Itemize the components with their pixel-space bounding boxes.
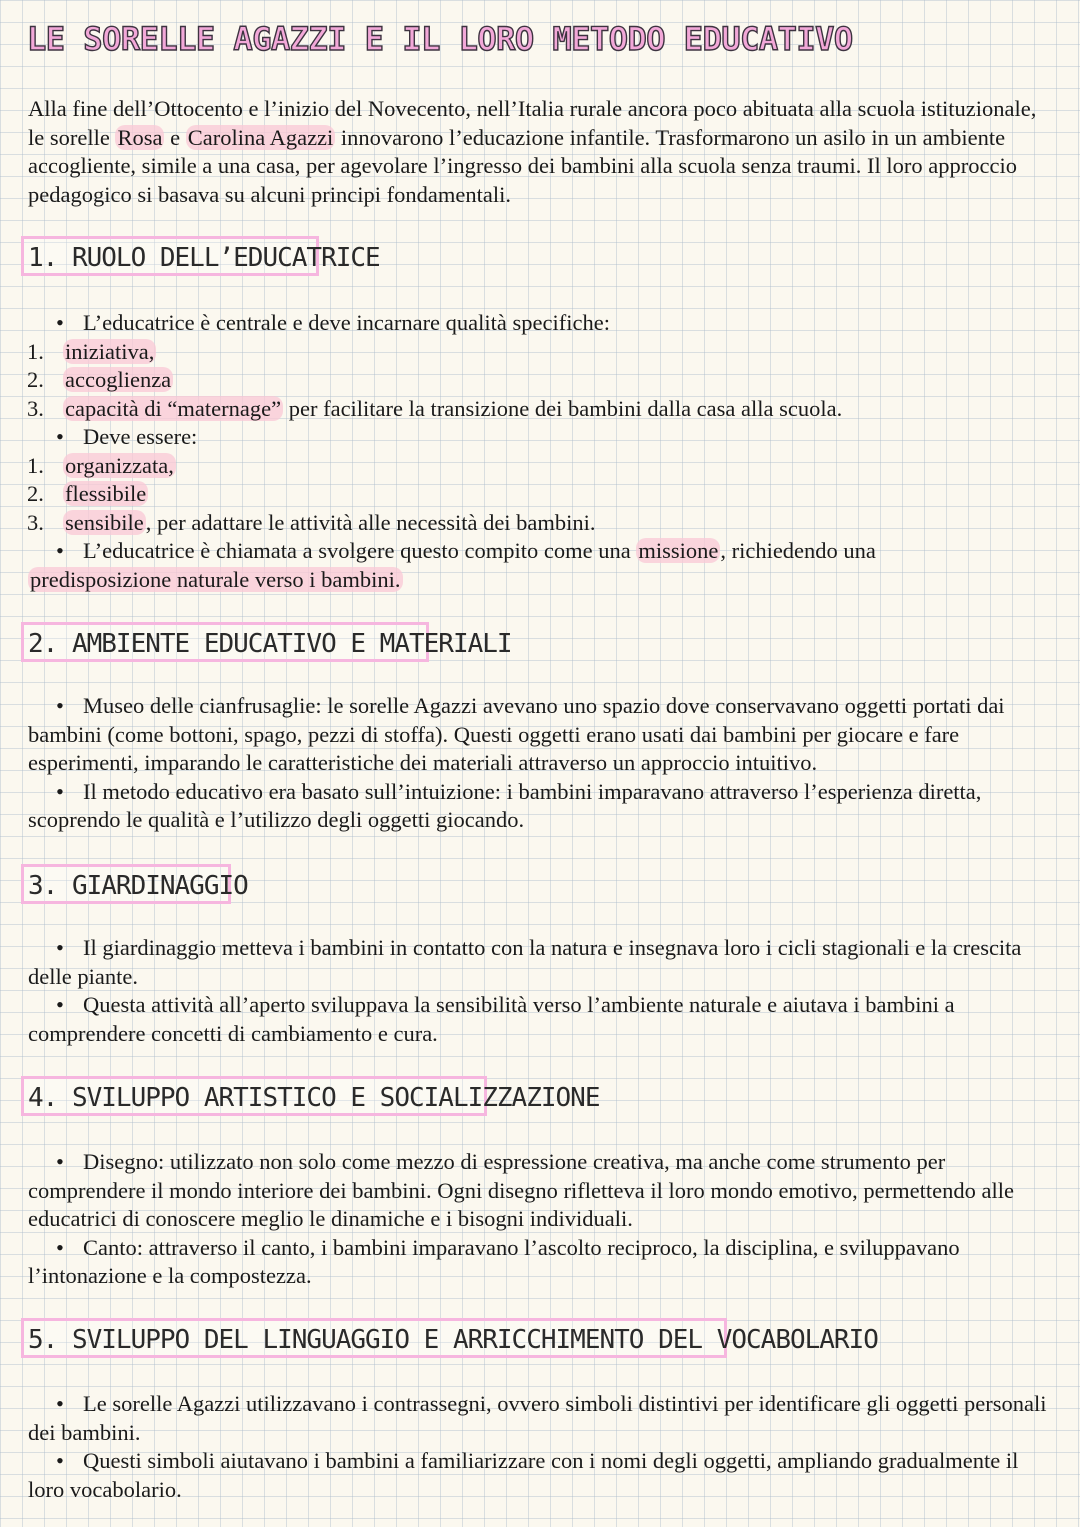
bullet-dot: • <box>56 935 64 960</box>
highlight-predisposizione: predisposizione naturale verso i bambini. <box>30 566 401 592</box>
section-3-bullet-2 <box>28 991 1058 1048</box>
bullet-text: Questi simboli aiutavano i bambini a familiarizzare con i nomi degli oggetti, ampliando gradualmente il loro vocabolario. <box>28 1448 1019 1502</box>
bullet-text: Deve essere: <box>83 424 198 449</box>
section-1-content <box>28 309 1058 594</box>
section-3-content <box>28 934 1058 1048</box>
section-3-heading: 3. GIARDINAGGIO <box>21 864 231 904</box>
section-3-bullet-1 <box>28 934 1058 991</box>
section-5-content <box>28 1390 1058 1504</box>
trait-sensibile-text: , per adattare le attività alle necessità dei bambini. <box>145 509 596 535</box>
item-number: 1. <box>27 452 44 478</box>
bullet-text: Il metodo educativo era basato sull’intuizione: i bambini imparavano attraverso l’esperienza diretta, scoprendo le qualità e l’utilizzo degli oggetti giocando. <box>28 778 982 832</box>
trait-item-3 <box>27 509 1058 538</box>
intro-paragraph <box>28 95 1058 209</box>
section-5-bullet-1 <box>28 1390 1058 1447</box>
item-number: 2. <box>27 481 44 506</box>
item-number: 3. <box>27 509 44 535</box>
quality-maternage: capacità di “maternage” <box>65 395 282 421</box>
bullet-text: Canto: attraverso il canto, i bambini imparavano l’ascolto reciproco, la disciplina, e sviluppavano l’intonazione e la compostezza. <box>28 1234 960 1288</box>
bullet-text: L’educatrice è chiamata a svolgere questo compito come una <box>83 538 637 563</box>
section-2-bullet-1 <box>28 692 1058 778</box>
intro-highlight-carolina: Carolina Agazzi <box>187 124 334 150</box>
item-number: 1. <box>27 338 44 364</box>
quality-item-1 <box>27 338 1058 367</box>
section-4-bullet-1 <box>28 1148 1058 1234</box>
bullet-dot: • <box>56 1391 64 1416</box>
trait-item-2 <box>27 480 1058 509</box>
section-2-content <box>28 692 1058 835</box>
bullet-text: L’educatrice è centrale e deve incarnare qualità specifiche: <box>83 310 610 335</box>
trait-sensibile: sensibile <box>65 509 144 535</box>
section-5-heading: 5. SVILUPPO DEL LINGUAGGIO E ARRICCHIMENTO DEL VOCABOLARIO <box>21 1318 727 1358</box>
section-4-heading: 4. SVILUPPO ARTISTICO E SOCIALIZZAZIONE <box>21 1076 487 1116</box>
section-1-heading: 1. RUOLO DELL’EDUCATRICE <box>21 236 319 276</box>
quality-item-2 <box>27 366 1058 395</box>
bullet-dot: • <box>56 1448 64 1473</box>
trait-flessibile: flessibile <box>65 481 147 506</box>
intro-text-2: e <box>164 124 186 150</box>
bullet-dot: • <box>56 693 64 718</box>
bullet-dot: • <box>56 1234 64 1260</box>
section-4-content <box>28 1148 1058 1291</box>
bullet-dot: • <box>56 1149 64 1174</box>
highlight-missione: missione <box>638 538 719 563</box>
trait-item-1 <box>27 452 1058 481</box>
section-1-bullet-3-continuation <box>28 566 1058 595</box>
bullet-text: Disegno: utilizzato non solo come mezzo di espressione creativa, ma anche come strumento per comprendere il mondo interiore dei bambini. Ogni disegno rifletteva il loro mondo emotivo, permettendo alle educatrici di conoscere meglio le dinamiche e i bisogni individuali. <box>28 1149 1014 1231</box>
section-2-heading: 2. AMBIENTE EDUCATIVO E MATERIALI <box>21 622 429 662</box>
quality-accoglienza: accoglienza <box>65 367 172 392</box>
bullet-text: Il giardinaggio metteva i bambini in contatto con la natura e insegnava loro i cicli stagionali e la crescita delle piante. <box>28 935 1022 989</box>
page-title: LE SORELLE AGAZZI E IL LORO METODO EDUCATIVO <box>27 20 853 58</box>
bullet-dot: • <box>56 778 64 804</box>
section-1-bullet-3 <box>28 537 1058 566</box>
section-5-bullet-2 <box>28 1447 1058 1504</box>
bullet-dot: • <box>56 992 64 1017</box>
bullet-text-cont: , richiedendo una <box>720 538 876 563</box>
bullet-text: Museo delle cianfrusaglie: le sorelle Agazzi avevano uno spazio dove conservavano oggetti portati dai bambini (come bottoni, spago, pezzi di stoffa). Questi oggetti erano usati dai bambini per giocare e fare esperimenti, imparando le caratteristiche dei materiali attraverso un approccio intuitivo. <box>28 693 1005 775</box>
section-1-bullet-2 <box>28 423 1058 452</box>
intro-highlight-rosa: Rosa <box>117 124 163 150</box>
intro-text-1: Alla fine dell’Ottocento e l’inizio del Novecento, nell’Italia rurale ancora poco abituata alla scuola istituzionale, le sorelle <box>28 96 1037 150</box>
bullet-dot: • <box>56 538 64 563</box>
trait-organizzata: organizzata, <box>65 452 174 478</box>
quality-item-3 <box>27 395 1058 424</box>
quality-maternage-text: per facilitare la transizione dei bambini dalla casa alla scuola. <box>283 395 843 421</box>
item-number: 2. <box>27 367 44 392</box>
section-4-bullet-2 <box>28 1234 1058 1291</box>
section-2-bullet-2 <box>28 778 1058 835</box>
bullet-text: Questa attività all’aperto sviluppava la sensibilità verso l’ambiente naturale e aiutava i bambini a comprendere concetti di cambiamento e cura. <box>28 992 955 1046</box>
bullet-dot: • <box>56 310 64 335</box>
bullet-dot: • <box>56 424 64 449</box>
section-1-bullet-1 <box>28 309 1058 338</box>
intro-text-3: innovarono l’educazione infantile. Trasformarono un asilo in un ambiente accogliente, simile a una casa, per agevolare l’ingresso dei bambini alla scuola senza traumi. Il loro approccio pedagogico si basava su alcuni principi fondamentali. <box>28 124 1017 207</box>
bullet-text: Le sorelle Agazzi utilizzavano i contrassegni, ovvero simboli distintivi per identificare gli oggetti personali dei bambini. <box>28 1391 1047 1445</box>
quality-iniziativa: iniziativa, <box>65 338 155 364</box>
item-number: 3. <box>27 395 44 421</box>
